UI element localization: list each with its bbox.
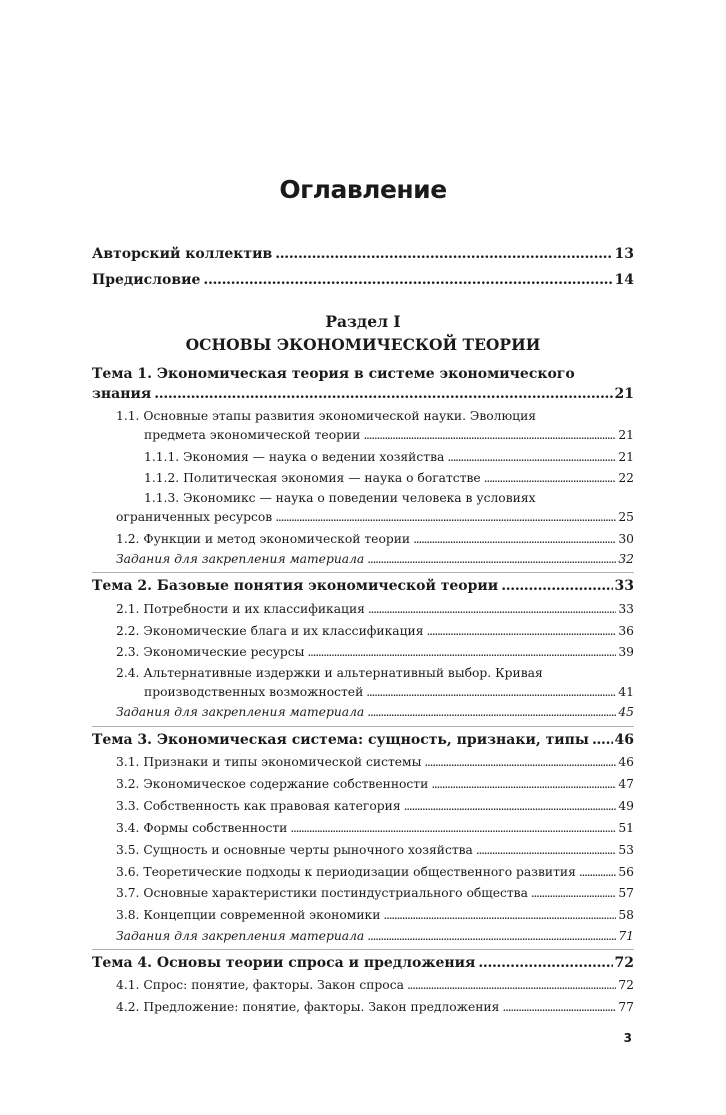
toc-entry-title: 3.7. Основные характеристики постиндустриального общества	[116, 886, 528, 900]
toc-entry-title: ограниченных ресурсов	[116, 510, 273, 524]
toc-item-1-1-3[interactable]	[116, 510, 634, 524]
toc-entry-page: 46	[618, 755, 634, 769]
leader-dots	[502, 1000, 616, 1014]
toc-entry-page: 21	[614, 386, 634, 402]
leader-dots	[592, 732, 613, 748]
divider	[92, 572, 634, 573]
leader-dots	[413, 532, 616, 546]
leader-dots	[363, 428, 616, 442]
toc-item-3-1[interactable]	[116, 755, 634, 769]
toc-entry-page: 32	[618, 552, 634, 566]
leader-dots	[366, 685, 616, 699]
toc-topic-2[interactable]	[92, 578, 634, 594]
toc-entry-page: 25	[618, 510, 634, 524]
toc-item-3-7[interactable]	[116, 886, 634, 900]
toc-entry-page: 30	[618, 532, 634, 546]
toc-entry-title: Задания для закрепления материала	[116, 705, 365, 719]
toc-entry-title: Тема 3. Экономическая система: сущность, признаки, типы	[92, 732, 589, 748]
page-title: Оглавление	[279, 175, 447, 204]
leader-dots	[307, 645, 616, 659]
divider	[92, 726, 634, 727]
toc-entry-page: 45	[618, 705, 634, 719]
toc-exercises-1[interactable]	[116, 552, 634, 566]
divider	[92, 949, 634, 950]
leader-dots	[367, 929, 616, 943]
toc-entry-page: 33	[618, 602, 634, 616]
toc-exercises-3[interactable]	[116, 929, 634, 943]
toc-entry-page: 14	[614, 272, 634, 288]
toc-entry-title: 4.1. Спрос: понятие, факторы. Закон спроса	[116, 978, 404, 992]
page-number: 3	[623, 1031, 632, 1045]
leader-dots	[203, 272, 612, 288]
toc-entry-page: 49	[618, 799, 634, 813]
toc-entry-page: 13	[614, 246, 634, 262]
toc-topic-1[interactable]	[92, 386, 634, 402]
toc-item-3-4[interactable]	[116, 821, 634, 835]
leader-dots	[404, 799, 617, 813]
leader-dots	[447, 450, 616, 464]
toc-entry-page: 21	[618, 450, 634, 464]
toc-entry-page: 56	[618, 865, 634, 879]
leader-dots	[531, 886, 616, 900]
toc-entry-page: 46	[614, 732, 634, 748]
toc-entry-title: 2.3. Экономические ресурсы	[116, 645, 305, 659]
toc-entry-page: 21	[618, 428, 634, 442]
toc-entry-page: 72	[618, 978, 634, 992]
toc-entry-page: 41	[618, 685, 634, 699]
toc-entry-page: 57	[618, 886, 634, 900]
leader-dots	[367, 552, 616, 566]
toc-entry-title: Авторский коллектив	[92, 246, 273, 262]
toc-entry-title: знания	[92, 386, 152, 402]
leader-dots	[275, 246, 612, 262]
toc-item-1-2[interactable]	[116, 532, 634, 546]
toc-item-2-2[interactable]	[116, 624, 634, 638]
leader-dots	[424, 755, 616, 769]
toc-item-1-1-1[interactable]	[144, 450, 634, 464]
leader-dots	[484, 471, 617, 485]
toc-item-1-1-2[interactable]	[144, 471, 634, 485]
toc-entry-title: 3.6. Теоретические подходы к периодизации общественного развития	[116, 865, 576, 879]
toc-entry-title: Тема 4. Основы теории спроса и предложения	[92, 955, 476, 971]
leader-dots	[476, 843, 616, 857]
toc-entry-page: 22	[618, 471, 634, 485]
leader-dots	[275, 510, 616, 524]
toc-item-1-1[interactable]	[144, 428, 634, 442]
toc-exercises-2[interactable]	[116, 705, 634, 719]
toc-entry-title: Задания для закрепления материала	[116, 929, 365, 943]
toc-entry-title: 3.1. Признаки и типы экономической системы	[116, 755, 422, 769]
toc-item-1-1-line1[interactable]: 1.1. Основные этапы развития экономической науки. Эволюция	[116, 409, 537, 423]
toc-item-2-3[interactable]	[116, 645, 634, 659]
toc-topic-3[interactable]	[92, 732, 634, 748]
toc-entry-title: 1.1.1. Экономия — наука о ведении хозяйства	[144, 450, 445, 464]
toc-entry-title: 2.2. Экономические блага и их классификация	[116, 624, 424, 638]
toc-entry-title: 1.1.2. Политическая экономия — наука о богатстве	[144, 471, 481, 485]
toc-item-2-1[interactable]	[116, 602, 634, 616]
toc-entry-preface[interactable]	[92, 272, 634, 288]
toc-entry-title: 4.2. Предложение: понятие, факторы. Закон предложения	[116, 1000, 500, 1014]
leader-dots	[367, 705, 616, 719]
toc-entry-page: 71	[618, 929, 634, 943]
toc-item-4-1[interactable]	[116, 978, 634, 992]
leader-dots	[383, 908, 616, 922]
toc-item-3-2[interactable]	[116, 777, 634, 791]
toc-entry-title: предмета экономической теории	[144, 428, 361, 442]
toc-entry-title: 3.2. Экономическое содержание собственности	[116, 777, 429, 791]
toc-item-4-2[interactable]	[116, 1000, 634, 1014]
toc-entry-page: 33	[614, 578, 634, 594]
toc-entry-page: 47	[618, 777, 634, 791]
toc-entry-title: 3.3. Собственность как правовая категория	[116, 799, 401, 813]
leader-dots	[478, 955, 612, 971]
toc-entry-title: 3.5. Сущность и основные черты рыночного хозяйства	[116, 843, 473, 857]
toc-entry-authors[interactable]	[92, 246, 634, 262]
toc-entry-title: 3.4. Формы собственности	[116, 821, 288, 835]
toc-item-2-4[interactable]	[144, 685, 634, 699]
toc-entry-title: 2.1. Потребности и их классификация	[116, 602, 365, 616]
toc-item-3-5[interactable]	[116, 843, 634, 857]
toc-entry-page: 58	[618, 908, 634, 922]
toc-entry-page: 77	[618, 1000, 634, 1014]
toc-entry-page: 36	[618, 624, 634, 638]
toc-item-1-1-3-line1[interactable]: 1.1.3. Экономикс — наука о поведении человека в условиях	[144, 491, 536, 505]
toc-topic-1-line1[interactable]: Тема 1. Экономическая теория в системе экономического	[92, 366, 575, 382]
toc-entry-title: 3.8. Концепции современной экономики	[116, 908, 381, 922]
leader-dots	[154, 386, 612, 402]
section-label: Раздел I	[325, 312, 401, 331]
toc-entry-page: 39	[618, 645, 634, 659]
leader-dots	[407, 978, 616, 992]
leader-dots	[368, 602, 616, 616]
toc-entry-page: 72	[614, 955, 634, 971]
leader-dots	[431, 777, 616, 791]
toc-entry-title: 1.2. Функции и метод экономической теории	[116, 532, 411, 546]
toc-entry-title: производственных возможностей	[144, 685, 364, 699]
toc-entry-page: 51	[618, 821, 634, 835]
leader-dots	[290, 821, 616, 835]
section-title: ОСНОВЫ ЭКОНОМИЧЕСКОЙ ТЕОРИИ	[185, 335, 541, 354]
toc-entry-title: Тема 2. Базовые понятия экономической теории	[92, 578, 499, 594]
toc-item-2-4-line1[interactable]: 2.4. Альтернативные издержки и альтернативный выбор. Кривая	[116, 666, 543, 680]
toc-entry-title: Задания для закрепления материала	[116, 552, 365, 566]
toc-entry-page: 53	[618, 843, 634, 857]
toc-entry-title: Предисловие	[92, 272, 201, 288]
leader-dots	[426, 624, 616, 638]
leader-dots	[501, 578, 612, 594]
toc-item-3-3[interactable]	[116, 799, 634, 813]
toc-topic-4[interactable]	[92, 955, 634, 971]
leader-dots	[579, 865, 617, 879]
toc-item-3-6[interactable]	[116, 865, 634, 879]
toc-item-3-8[interactable]	[116, 908, 634, 922]
